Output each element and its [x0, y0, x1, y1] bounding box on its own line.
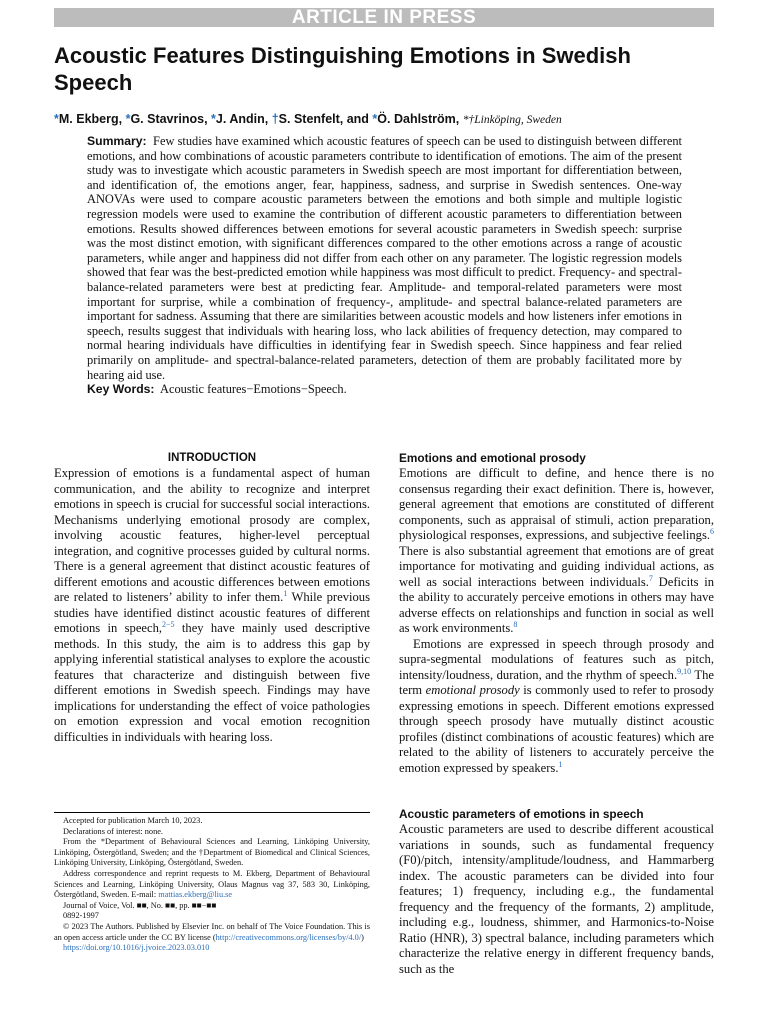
issn-note: 0892-1997: [63, 911, 99, 921]
abstract-keywords: [87, 382, 682, 397]
citation-link[interactable]: 6: [710, 527, 714, 536]
citation-link[interactable]: 2−5: [162, 620, 175, 629]
journal-note: Journal of Voice, Vol. ■■, No. ■■, pp. ■■−■■: [63, 900, 217, 910]
abstract-summary: [87, 134, 682, 382]
citation-link[interactable]: 8: [513, 620, 518, 629]
copyright-text: © 2023 The Authors. Published by Elsevier Inc. on behalf of The Voice Foundation. This is an open access article under the CC BY license (: [54, 921, 370, 942]
emotions-paragraph: [399, 466, 714, 637]
copyright-text: ): [361, 932, 364, 942]
license-link[interactable]: http://creativecommons.org/licenses/by/4.0/: [215, 932, 362, 942]
paragraph-text: The term: [399, 667, 714, 697]
email-link[interactable]: mattias.ekberg@liu.se: [158, 890, 233, 900]
doi-note: [54, 943, 370, 954]
author-affiliation: *†Linköping, Sweden: [462, 114, 562, 126]
paragraph-text: is commonly used to refer to prosody expressing emotions in speech. Different emotions expressed through speech prosody have mutually distinct acoustic profiles (distinct combinations of acoustic features) which are related to the ability of listeners to accurately perceive the emotion expressed by speakers.: [399, 683, 714, 775]
article-footnotes: [54, 816, 370, 954]
author-affiliation-mark: †: [271, 112, 279, 126]
author-name[interactable]: M. Ekberg,: [58, 112, 126, 126]
summary-text: Few studies have examined which acoustic features of speech can be used to distinguish between different emotions, and how combinations of acoustic parameters contribute to identification of emotions. The aim of the present study was to investigate which acoustic parameters in Swedish speech are most important for differentiation between, and identification of, the emotions anger, fear, happiness, sadness, and surprise in Swedish sentences. One-way ANOVAs were used to compare acoustic parameters between the emotions and both simple and multiple logistic regression models were used to examine the contribution of different acoustic parameters to differentiation between emotions. Results showed differences between emotions for several acoustic parameters in Swedish speech: surprise was the most distinct emotion, with significant differences compared to the other emotions across a range of acoustic parameters, while anger and happiness did not differ from each other on any parameter. The logistic regression models showed that fear was the best-predicted emotion while happiness was most difficult to predict. Frequency- and spectral-balance-related parameters were best at predicting fear. Amplitude- and temporal-related parameters were most important for surprise, while a combination of frequency-, amplitude- and spectral balance-related parameters are important for sadness. Assuming that there are similarities between acoustic models and how listeners infer emotions in speech, results suggest that individuals with hearing loss, who lack abilities of frequency detection, may compared to normal hearing individuals have difficulties in identifying fear in Swedish speech. Since happiness and fear relied primarily on amplitude- and spectral-balance-related parameters, detection of them are probably facilitated more by hearing aid use.: [87, 134, 682, 382]
footnote-divider: [54, 812, 370, 813]
paragraph-text: Emotions are difficult to define, and hence there is no consensus regarding their exact definition. There is, however, general agreement that emotions are constituted of different components, such as appraisal of stimuli, action preparation, physiological responses, expressions, and subjective feelings.: [399, 466, 714, 542]
acoustic-paragraph: Acoustic parameters are used to describe different acoustical variations in sounds, such as fundamental frequency (F0)/pitch, intensity/amplitude/loudness, and Hammarberg index. The acoustic parameters can be divided into four features; 1) frequency, including e.g., the fundamental frequency and the frequency of the formants, 2) amplitude, including e.g., loudness, shimmer, and Harmonics-to-Noise Ratio (HNR), 3) spectral balance, including parameters which characterize the relative energy in different frequency bands, such as the: [399, 822, 714, 976]
copyright-note: [54, 922, 370, 943]
declarations-note: Declarations of interest: none.: [63, 826, 163, 836]
introduction-heading: INTRODUCTION: [167, 452, 257, 464]
author-list: [54, 111, 734, 128]
affiliations-note: From the *Department of Behavioural Sciences and Learning, Linköping University, Linköping, Östergötland, Sweden; and the †Department of Biomedical and Clinical Sciences, Linköping University, Linköping, Östergötland, Sweden.: [54, 837, 370, 868]
right-column-lower: [399, 806, 714, 977]
abstract: [87, 134, 682, 397]
summary-label: Summary:: [87, 134, 147, 148]
correspondence-text: Address correspondence and reprint requests to M. Ekberg, Department of Behavioural Sciences and Learning, Linköping University, Olaus Magnus vag 37, 583 30, Linköping, Östergötland, Sweden. E-mail:: [54, 868, 370, 900]
paragraph-text: Deficits in the ability to accurately perceive emotions in others may have adverse effects on relationships and function in social as well as work environments.: [399, 574, 714, 635]
emotions-paragraph: [399, 637, 714, 777]
doi-link[interactable]: https://doi.org/10.1016/j.jvoice.2023.03.010: [63, 943, 210, 953]
citation-link[interactable]: 1: [283, 589, 288, 598]
author-name[interactable]: J. Andin,: [215, 112, 272, 126]
author-affiliation-mark: *: [372, 112, 378, 126]
author-affiliation-mark: *: [211, 112, 216, 126]
article-title: Acoustic Features Distinguishing Emotions in Swedish Speech: [54, 43, 631, 95]
introduction-paragraph: [54, 466, 370, 745]
left-column: [54, 450, 370, 745]
correspondence-note: [54, 869, 370, 901]
paragraph-text: Emotions are expressed in speech through prosody and supra-segmental modulations of features such as pitch, intensity/loudness, duration, and the rhythm of speech.: [399, 636, 714, 682]
article-in-press-banner: ARTICLE IN PRESS: [54, 8, 714, 27]
citation-link[interactable]: 9,10: [677, 666, 692, 676]
paragraph-text: Expression of emotions is a fundamental aspect of human communication, and the ability to recognize and interpret emotions in speech is crucial for successful social interactions. Mechanisms underlying emotional prosody are complex, involving acoustic features, higher-level perceptual integration, and cognitive processes guided by cultural norms. There is a general agreement that distinct acoustic features of different emotions and acoustic differences between emotions are related to listeners’ ability to infer them.: [54, 466, 370, 604]
acoustic-section-heading: Acoustic parameters of emotions in speech: [399, 807, 644, 821]
author-name[interactable]: S. Stenfelt, and: [278, 112, 373, 126]
paragraph-text: While previous studies have identified distinct acoustic features of different emotions in speech,: [54, 590, 370, 635]
author-affiliation-mark: *: [125, 112, 131, 126]
citation-link[interactable]: 7: [648, 573, 653, 583]
paragraph-text: There is also substantial agreement that emotions are of great importance for motivating and guiding individual actions, as well as social interactions between individuals.: [399, 543, 714, 589]
emphasized-term: emotional prosody: [425, 683, 520, 697]
keywords-text: Acoustic features−Emotions−Speech.: [160, 382, 347, 397]
author-name[interactable]: G. Stavrinos,: [130, 112, 212, 126]
accepted-note: Accepted for publication March 10, 2023.: [63, 816, 203, 825]
paragraph-text: they have mainly used descriptive methods. In this study, the aim is to address this gap by applying inferential statistical analyses to explore the acoustic features that characterize and distinguish between five different emotions in Swedish speech. Findings may have implications for understanding the effect of voice pathologies on emotion expression and vocal emotion recognition difficulties in individuals with hearing loss.: [54, 621, 370, 744]
author-affiliation-mark: *: [54, 112, 59, 126]
citation-link[interactable]: 1: [558, 759, 563, 769]
keywords-label: Key Words:: [87, 382, 155, 397]
author-name[interactable]: Ö. Dahlström,: [377, 112, 463, 126]
right-column: [399, 450, 714, 776]
emotions-section-heading: Emotions and emotional prosody: [399, 451, 586, 465]
